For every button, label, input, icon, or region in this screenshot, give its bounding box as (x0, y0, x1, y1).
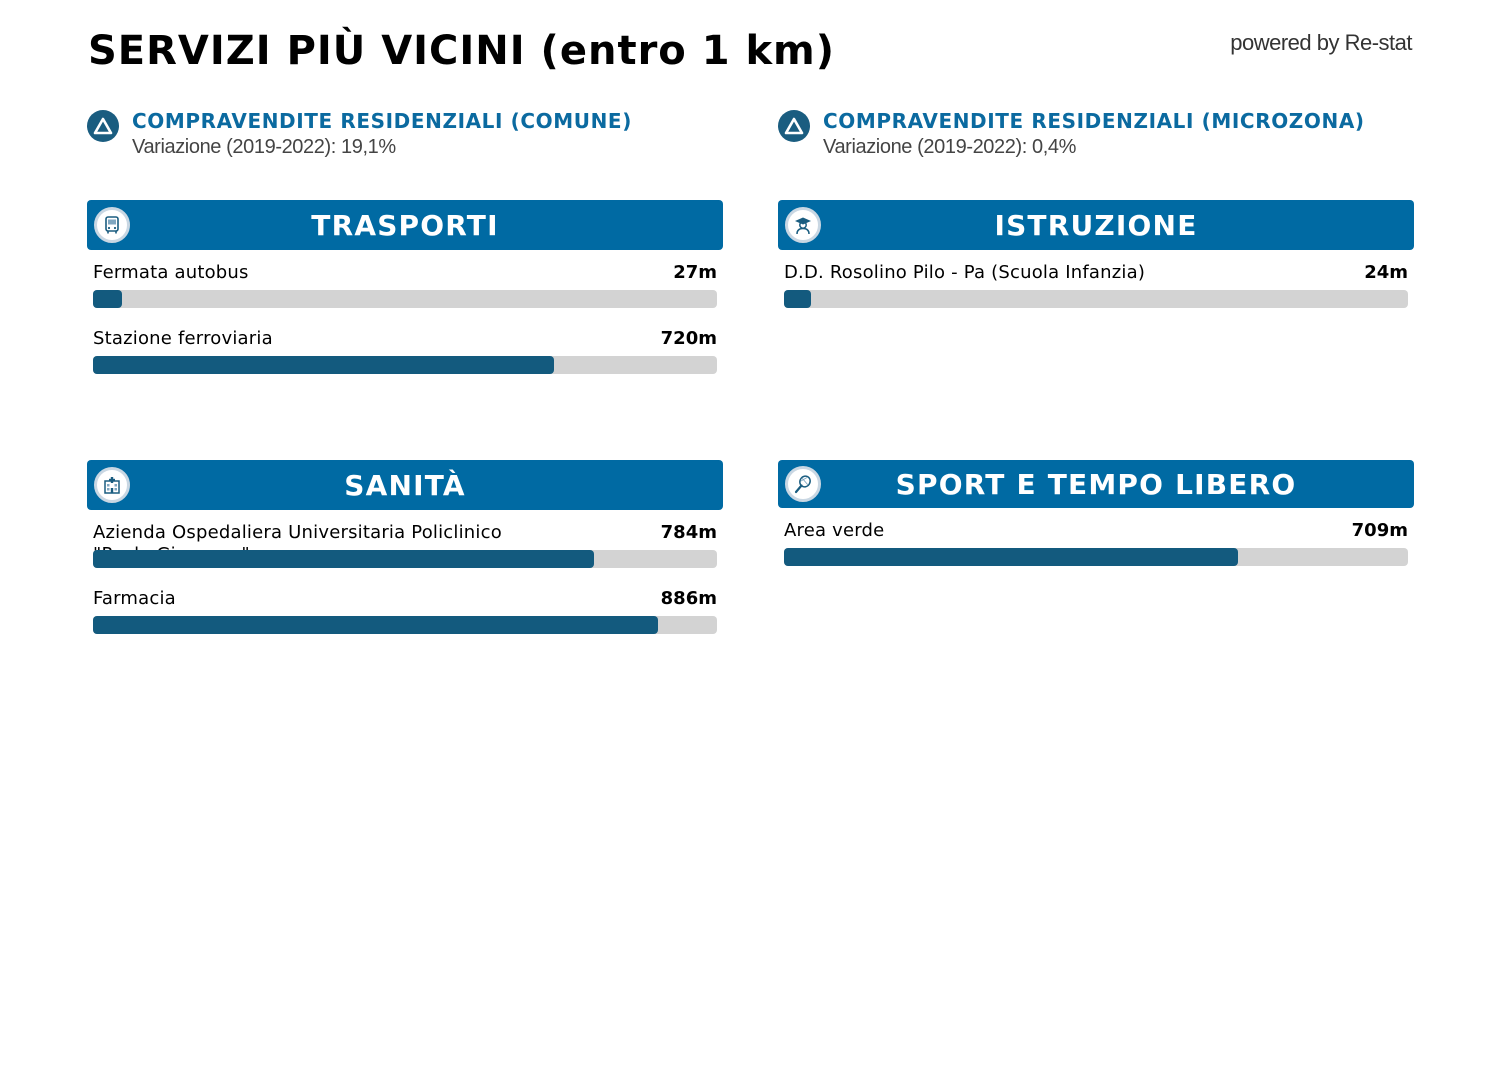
service-item (93, 576, 717, 642)
bus-icon (94, 207, 130, 243)
panel-istruzione (778, 200, 1414, 316)
panel-title: SANITÀ (344, 468, 466, 502)
panel-header (778, 200, 1414, 250)
service-distance: 720m (660, 328, 717, 349)
panel-trasporti (87, 200, 723, 382)
distance-bar-fill (93, 550, 594, 568)
panel-title: ISTRUZIONE (994, 208, 1198, 242)
service-name: Stazione ferroviaria (93, 328, 273, 349)
distance-bar-fill (93, 356, 554, 374)
student-icon (785, 207, 821, 243)
tennis-racket-icon (785, 466, 821, 502)
trend-subtitle: Variazione (2019-2022): 0,4% (823, 136, 1077, 158)
service-name: Area verde (784, 520, 885, 541)
page-title: SERVIZI PIÙ VICINI (entro 1 km) (88, 28, 836, 74)
service-item (93, 250, 717, 316)
trend-title: COMPRAVENDITE RESIDENZIALI (COMUNE) (132, 109, 632, 133)
panel-sanita (87, 460, 723, 642)
service-name: Azienda Ospedaliera Universitaria Policlinico (93, 522, 502, 543)
panel-title: TRASPORTI (311, 208, 499, 242)
service-name: Fermata autobus (93, 262, 249, 283)
distance-bar-track (93, 356, 717, 374)
panel-title: SPORT E TEMPO LIBERO (895, 467, 1297, 501)
trend-subtitle: Variazione (2019-2022): 19,1% (132, 136, 396, 158)
distance-bar-track (784, 548, 1408, 566)
service-distance: 784m (660, 522, 717, 543)
service-name: Farmacia (93, 588, 176, 609)
service-distance: 886m (660, 588, 717, 609)
distance-bar-track (784, 290, 1408, 308)
powered-by-label: powered by Re-stat (1230, 30, 1412, 55)
service-name: D.D. Rosolino Pilo - Pa (Scuola Infanzia) (784, 262, 1146, 283)
distance-bar-track (93, 290, 717, 308)
triangle-up-icon (87, 110, 119, 142)
service-item (784, 250, 1408, 316)
service-item (784, 508, 1408, 574)
distance-bar-fill (93, 290, 122, 308)
distance-bar-track (93, 616, 717, 634)
distance-bar-fill (93, 616, 658, 634)
hospital-icon (94, 467, 130, 503)
panel-header (778, 460, 1414, 508)
service-item (93, 316, 717, 382)
service-item (93, 510, 717, 576)
service-distance: 709m (1351, 520, 1408, 541)
triangle-up-icon (778, 110, 810, 142)
distance-bar-track (93, 550, 717, 568)
panel-sport (778, 460, 1414, 574)
service-distance: 24m (1364, 262, 1408, 283)
panel-header (87, 200, 723, 250)
service-distance: 27m (673, 262, 717, 283)
panel-header (87, 460, 723, 510)
trend-comune (87, 108, 632, 160)
trend-title: COMPRAVENDITE RESIDENZIALI (MICROZONA) (823, 109, 1365, 133)
trend-microzona (778, 108, 1365, 160)
distance-bar-fill (784, 290, 811, 308)
distance-bar-fill (784, 548, 1238, 566)
